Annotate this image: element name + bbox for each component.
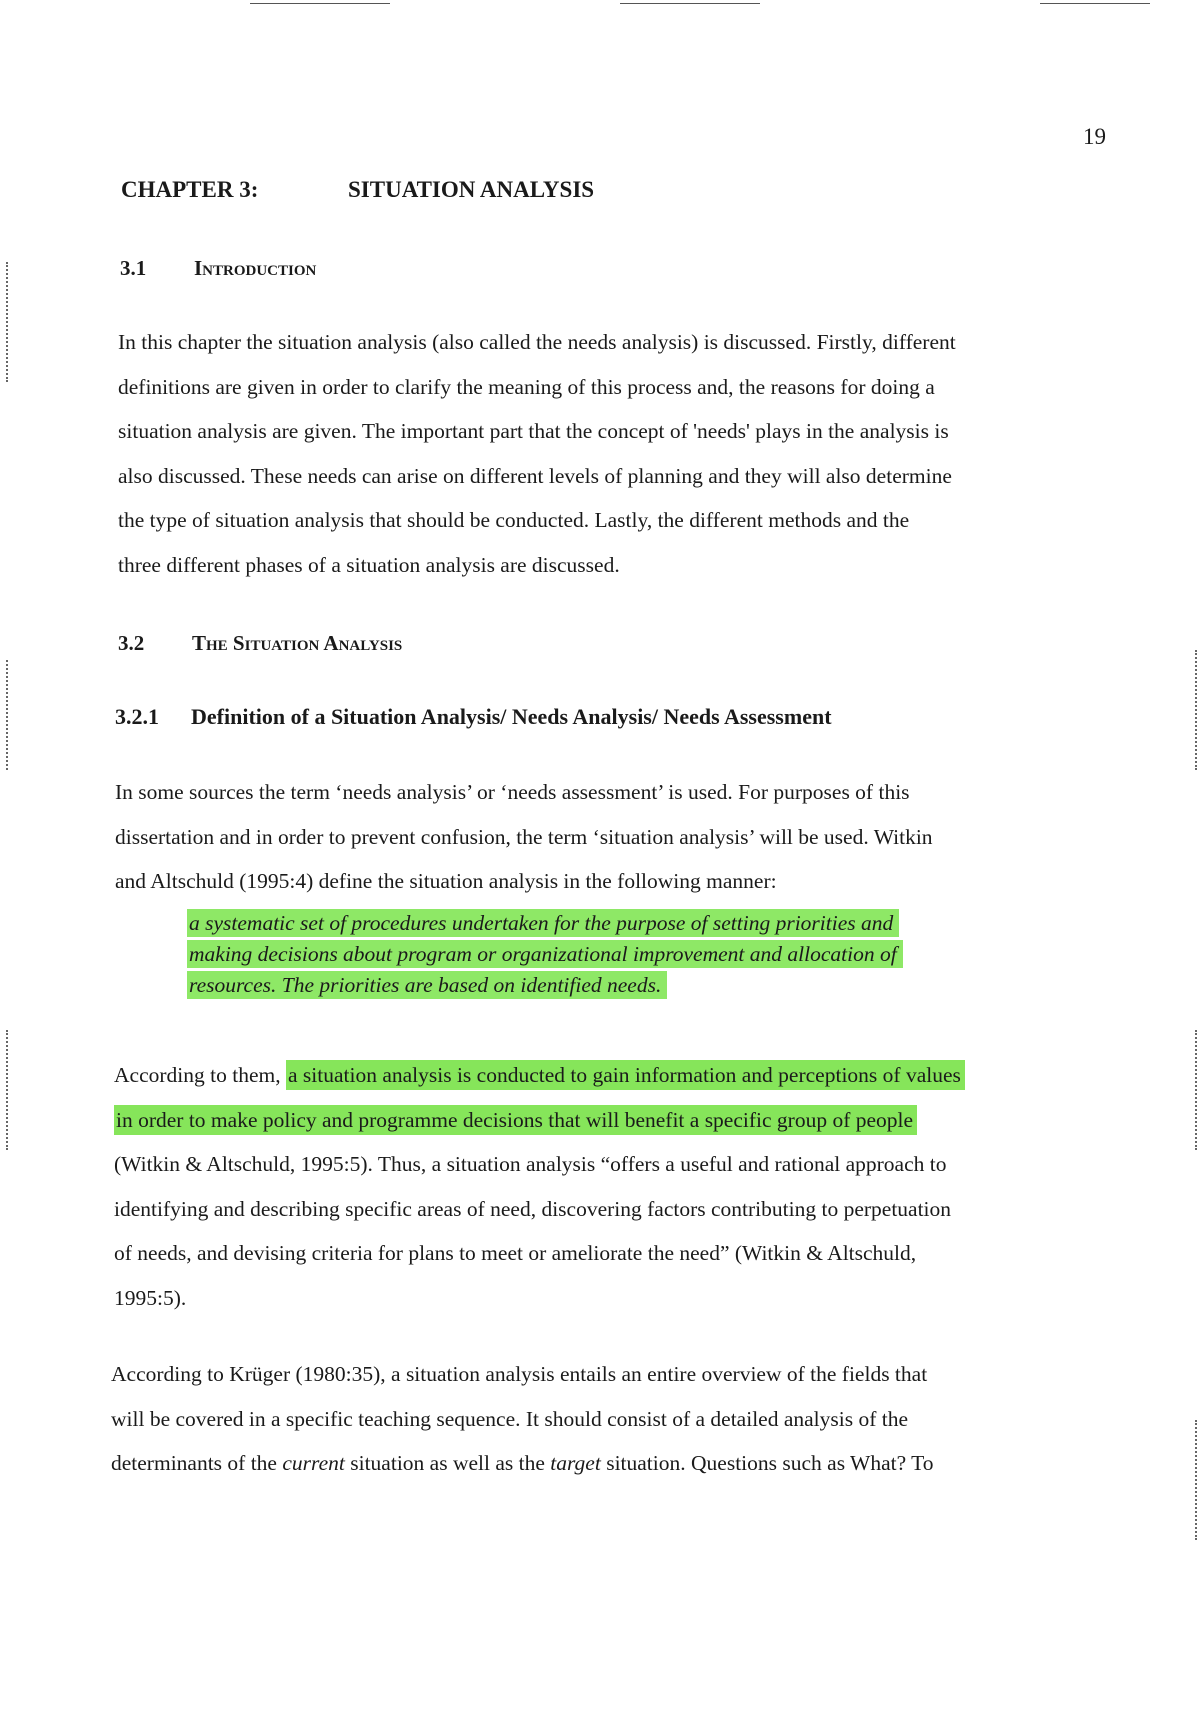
quote-line <box>187 939 903 970</box>
section-title: The Situation Analysis <box>192 631 403 655</box>
scan-mark <box>620 3 760 4</box>
scan-mark <box>6 262 8 382</box>
highlighted-text: resources. The priorities are based on identified needs. <box>187 971 667 999</box>
highlighted-text: a situation analysis is conducted to gain information and perceptions of values <box>286 1060 965 1090</box>
highlighted-text: in order to make policy and programme decisions that will benefit a specific group of people <box>114 1105 917 1135</box>
section-heading-3-1 <box>120 256 316 281</box>
text-line: three different phases of a situation analysis are discussed. <box>118 552 620 577</box>
scan-mark <box>1040 3 1150 4</box>
intro-paragraph <box>118 320 956 587</box>
section-number: 3.2.1 <box>115 704 159 729</box>
text-line: situation analysis are given. The important part that the concept of 'needs' plays in the analysis is <box>118 419 949 443</box>
line-text: situation. Questions such as What? To <box>600 1451 934 1475</box>
definition-quote <box>187 908 903 1001</box>
text-line: 1995:5). <box>114 1285 187 1310</box>
according-paragraph <box>114 1053 965 1320</box>
section-heading-3-2-1 <box>115 704 832 730</box>
text-line: (Witkin & Altschuld, 1995:5). Thus, a situation analysis “offers a useful and rational approach to <box>114 1152 947 1176</box>
chapter-title: SITUATION ANALYSIS <box>348 177 595 202</box>
page-number: 19 <box>1083 124 1106 149</box>
line-text: According to them, <box>114 1063 286 1087</box>
text-line: the type of situation analysis that should be conducted. Lastly, the different methods and the <box>118 508 910 532</box>
definition-paragraph <box>115 770 933 904</box>
section-number: 3.2 <box>118 631 145 655</box>
scan-mark <box>6 660 8 770</box>
emphasis-current: current <box>282 1451 345 1475</box>
section-title: Definition of a Situation Analysis/ Needs Analysis/ Needs Assessment <box>191 704 832 729</box>
scan-mark <box>1195 1420 1197 1540</box>
text-line: and Altschuld (1995:4) define the situation analysis in the following manner: <box>115 869 777 893</box>
text-line <box>114 1053 965 1098</box>
text-line <box>111 1441 934 1486</box>
chapter-heading <box>121 177 595 203</box>
text-line: In this chapter the situation analysis (also called the needs analysis) is discussed. Firstly, different <box>118 330 956 354</box>
quote-line <box>187 908 903 939</box>
scan-mark <box>250 3 390 4</box>
emphasis-target: target <box>550 1451 601 1475</box>
text-line: identifying and describing specific areas of need, discovering factors contributing to perpetuation <box>114 1196 952 1221</box>
line-text: determinants of the <box>111 1451 283 1475</box>
highlighted-text: making decisions about program or organizational improvement and allocation of <box>187 940 903 968</box>
line-text: situation as well as the <box>344 1451 551 1475</box>
text-line: dissertation and in order to prevent confusion, the term ‘situation analysis’ will be used. Witkin <box>115 824 933 849</box>
scan-mark <box>1195 1030 1197 1150</box>
section-heading-3-2 <box>118 631 402 656</box>
scan-mark <box>6 1030 8 1150</box>
text-line: will be covered in a specific teaching sequence. It should consist of a detailed analysis of the <box>111 1406 909 1431</box>
text-line: In some sources the term ‘needs analysis’ or ‘needs assessment’ is used. For purposes of this <box>115 780 910 804</box>
text-line: According to Krüger (1980:35), a situation analysis entails an entire overview of the fields that <box>111 1362 928 1386</box>
highlighted-text: a systematic set of procedures undertaken for the purpose of setting priorities and <box>187 909 899 937</box>
section-title: Introduction <box>194 256 317 280</box>
scan-mark <box>1195 650 1197 770</box>
kruger-paragraph <box>111 1352 934 1486</box>
text-line <box>114 1098 965 1143</box>
chapter-label: CHAPTER 3: <box>121 177 259 202</box>
text-line: of needs, and devising criteria for plans to meet or ameliorate the need” (Witkin & Altschuld, <box>114 1241 917 1265</box>
text-line: also discussed. These needs can arise on different levels of planning and they will also determine <box>118 463 952 488</box>
quote-line <box>187 970 903 1001</box>
text-line: definitions are given in order to clarify the meaning of this process and, the reasons for doing a <box>118 374 935 399</box>
section-number: 3.1 <box>120 256 147 280</box>
